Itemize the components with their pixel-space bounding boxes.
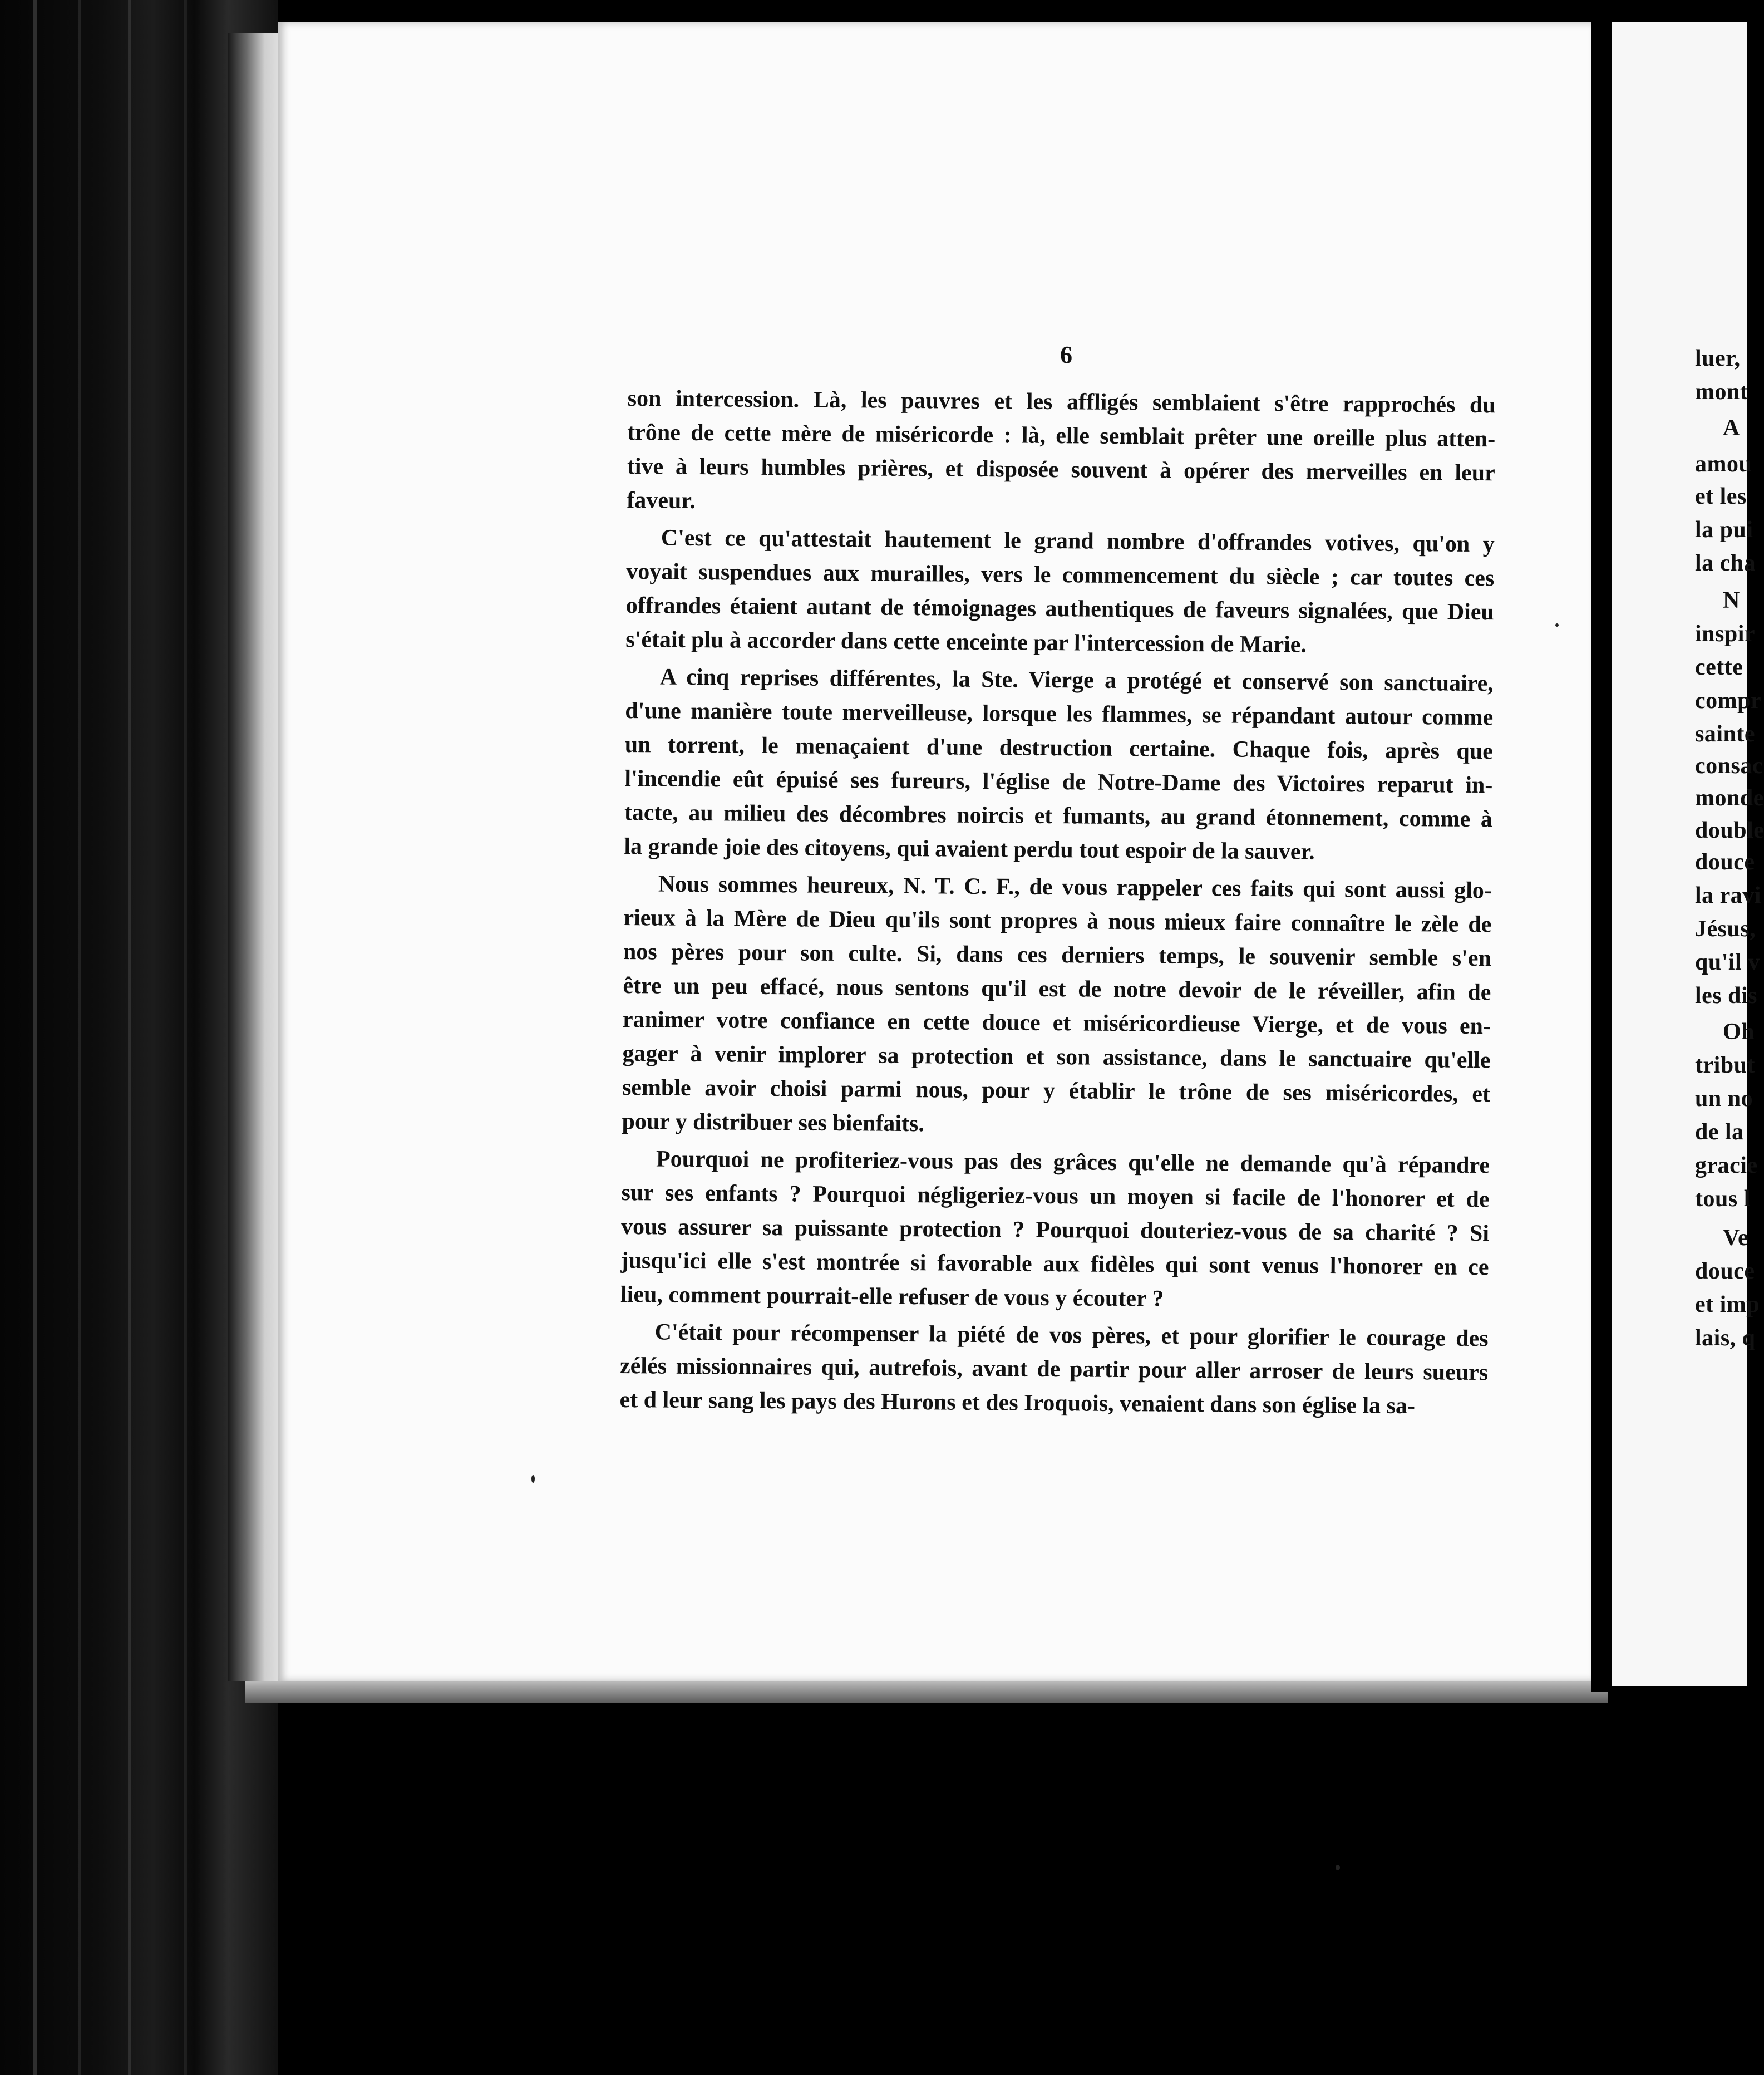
text-line: être un peu effacé, nous sentons qu'il est de notre devoir de le réveiller, afin de bbox=[623, 972, 1491, 1006]
facing-page-line: de la bbox=[1695, 1119, 1744, 1145]
facing-page-line: cette bbox=[1695, 655, 1743, 680]
facing-page-line: double bbox=[1695, 818, 1764, 843]
text-line: C'est ce qu'attestait hautement le grand nombre d'offrandes votives, qu'on y bbox=[661, 525, 1495, 558]
text-line: faveur. bbox=[627, 487, 696, 514]
text-line: tive à leurs humbles prières, et disposée souvent à opérer des merveilles en leur bbox=[627, 453, 1495, 486]
facing-page-line: douce bbox=[1695, 1258, 1755, 1284]
page-number: 6 bbox=[1060, 341, 1072, 368]
text-line: voyait suspendues aux murailles, vers le commencement du siècle ; car toutes ces bbox=[626, 558, 1495, 592]
text-line: l'incendie eût épuisé ses fureurs, l'église de Notre-Dame des Victoires reparut in- bbox=[624, 765, 1493, 799]
text-line: Pourquoi ne profiteriez-vous pas des grâces qu'elle ne demande qu'à répandre bbox=[656, 1146, 1490, 1179]
facing-page-line: tribut bbox=[1695, 1053, 1755, 1078]
page-body-text bbox=[619, 382, 1496, 1427]
text-line: nos pères pour son culte. Si, dans ces derniers temps, le souvenir semble s'en bbox=[623, 938, 1492, 972]
facing-page-line: luer, bbox=[1695, 346, 1741, 371]
text-line: tacte, au milieu des décombres noircis et fumants, au grand étonnement, comme à bbox=[624, 799, 1493, 833]
facing-page-line: compr bbox=[1695, 688, 1762, 714]
text-line: ranimer votre confiance en cette douce et miséricordieuse Vierge, et de vous en- bbox=[622, 1006, 1491, 1040]
text-line: lieu, comment pourrait-elle refuser de vous y écouter ? bbox=[620, 1281, 1164, 1312]
facing-page-line: sainte bbox=[1695, 721, 1755, 747]
paragraph bbox=[627, 382, 1496, 524]
facing-page-line: Oh bbox=[1723, 1019, 1755, 1045]
text-line: s'était plu à accorder dans cette enceinte par l'intercession de Marie. bbox=[625, 626, 1307, 658]
facing-page-line: les dis bbox=[1695, 983, 1758, 1009]
text-line: zélés missionnaires qui, autrefois, avant de partir pour aller arroser de leurs sueurs bbox=[619, 1353, 1489, 1386]
facing-page-line: tous l bbox=[1695, 1186, 1751, 1212]
paragraph bbox=[625, 521, 1495, 663]
text-line: trône de cette mère de miséricorde : là, elle semblait prêter une oreille plus atten- bbox=[627, 419, 1496, 453]
text-line: semble avoir choisi parmi nous, pour y établir le trône de ses miséricordes, et bbox=[622, 1074, 1491, 1108]
dust-speck bbox=[1336, 1865, 1340, 1870]
facing-page-line: Ve bbox=[1723, 1225, 1749, 1251]
text-line: d'une manière toute merveilleuse, lorsque les flammes, se répandant autour comme bbox=[625, 697, 1494, 731]
text-line: rieux à la Mère de Dieu qu'ils sont propres à nous mieux faire connaître le zèle de bbox=[623, 904, 1492, 938]
paragraph bbox=[620, 1142, 1490, 1319]
paragraph bbox=[622, 867, 1492, 1145]
facing-page-line: gracie bbox=[1695, 1153, 1758, 1178]
text-line: sur ses enfants ? Pourquoi négligeriez-vous un moyen si facile de l'honorer et de bbox=[621, 1179, 1490, 1213]
page-bottom-edge bbox=[245, 1681, 1608, 1703]
facing-page-line: un no bbox=[1695, 1086, 1753, 1112]
paragraph bbox=[624, 660, 1494, 871]
facing-page-line: la ravi bbox=[1695, 883, 1761, 908]
facing-page-line: amou bbox=[1695, 451, 1752, 477]
paragraph bbox=[619, 1315, 1488, 1424]
text-line: un torrent, le menaçaient d'une destruction certaine. Chaque fois, après que bbox=[624, 731, 1494, 765]
facing-page-line: et imp bbox=[1695, 1292, 1760, 1317]
facing-page-line: la pui bbox=[1695, 517, 1753, 543]
facing-page-line: N bbox=[1723, 588, 1740, 613]
facing-page-line: monde bbox=[1695, 785, 1764, 811]
facing-page-line: mont bbox=[1695, 379, 1748, 405]
facing-page-line: la cha bbox=[1695, 550, 1756, 576]
text-line: C'était pour récompenser la piété de vos pères, et pour glorifier le courage des bbox=[654, 1319, 1489, 1352]
dust-speck bbox=[1555, 623, 1559, 627]
facing-page-line: qu'il v bbox=[1695, 950, 1760, 975]
facing-page-line: consac bbox=[1695, 753, 1763, 779]
text-line: la grande joie des citoyens, qui avaient perdu tout espoir de la sauver. bbox=[624, 833, 1315, 865]
text-line: pour y distribuer ses bienfaits. bbox=[622, 1108, 925, 1137]
facing-page-line: Jésus, bbox=[1695, 916, 1756, 942]
facing-page-line: et les bbox=[1695, 484, 1747, 509]
facing-page bbox=[1612, 22, 1764, 1686]
text-line: Nous sommes heureux, N. T. C. F., de vous rappeler ces faits qui sont aussi glo- bbox=[658, 871, 1492, 904]
text-line: et d leur sang les pays des Hurons et des Iroquois, venaient dans son église la sa- bbox=[619, 1386, 1416, 1419]
text-line: son intercession. Là, les pauvres et les affligés semblaient s'être rapprochés du bbox=[627, 385, 1496, 419]
facing-page-line: douce bbox=[1695, 849, 1755, 875]
facing-page-line: A bbox=[1723, 415, 1740, 441]
text-line: A cinq reprises différentes, la Ste. Vierge a protégé et conservé son sanctuaire, bbox=[659, 664, 1494, 697]
book-gutter bbox=[1591, 11, 1612, 1692]
text-line: offrandes étaient autant de témoignages authentiques de faveurs signalées, que Dieu bbox=[625, 592, 1494, 626]
text-line: gager à venir implorer sa protection et son assistance, dans le sanctuaire qu'elle bbox=[622, 1040, 1491, 1074]
text-line: vous assurer sa puissante protection ? Pourquoi douteriez-vous de sa charité ? Si bbox=[620, 1213, 1490, 1247]
dust-speck bbox=[531, 1475, 535, 1483]
facing-page-line: inspir bbox=[1695, 621, 1756, 647]
facing-page-line: lais, q bbox=[1695, 1325, 1756, 1351]
text-line: jusqu'ici elle s'est montrée si favorable aux fidèles qui sont venus l'honorer en ce bbox=[620, 1247, 1489, 1281]
